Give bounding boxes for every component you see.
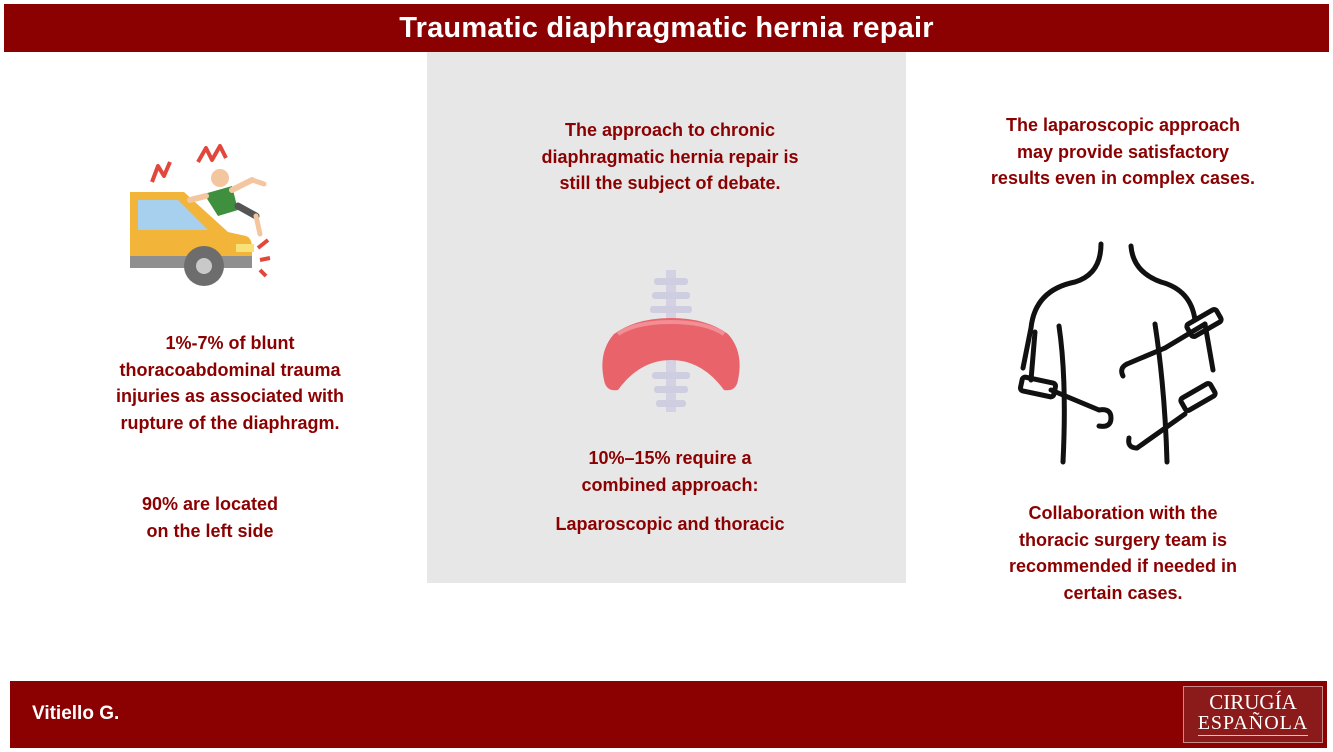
title-banner (4, 4, 1329, 52)
laparoscopic-text (978, 112, 1268, 192)
trauma-stat-line: 1%-7% of blunt (165, 333, 295, 353)
left-side-line: 90% are located (141, 494, 279, 514)
debate-line: still the subject of debate. (559, 173, 781, 193)
debate-line: diaphragmatic hernia repair is (541, 146, 799, 167)
collaboration-line: Collaboration with the (1028, 503, 1218, 523)
collaboration-line: thoracic surgery team is (1018, 529, 1228, 550)
left-side-text (110, 491, 310, 544)
author-name: Vitiello G. (32, 703, 120, 724)
logo-rule (1198, 735, 1308, 736)
trauma-stat-text (110, 330, 350, 436)
laparoscopic-line: may provide satisfactory (1016, 141, 1230, 162)
debate-text (520, 117, 820, 197)
diaphragm-icon (596, 268, 746, 414)
combined-approach-text (545, 445, 795, 498)
thoracic-surgery-icon (1015, 240, 1230, 470)
logo-line-2: ESPAÑOLA (1197, 712, 1309, 734)
collaboration-line: certain cases. (1063, 582, 1183, 603)
car-accident-icon (128, 144, 276, 288)
page-title: Traumatic diaphragmatic hernia repair (399, 11, 934, 44)
approach-type-text: Laparoscopic and thoracic (555, 514, 785, 534)
collaboration-text (978, 500, 1268, 606)
debate-line: The approach to chronic (564, 120, 776, 140)
left-side-line: on the left side (146, 520, 274, 541)
combined-line: combined approach: (581, 474, 759, 495)
journal-logo (1183, 686, 1323, 743)
trauma-stat-line: thoracoabdominal trauma (119, 359, 341, 380)
laparoscopic-line: The laparoscopic approach (1005, 115, 1241, 135)
collaboration-line: recommended if needed in (1008, 556, 1238, 576)
laparoscopic-line: results even in complex cases. (990, 168, 1256, 188)
logo-line-1: CIRUGÍA (1209, 690, 1297, 714)
trauma-stat-line: injuries as associated with (115, 386, 345, 406)
combined-line: 10%–15% require a (588, 448, 752, 468)
trauma-stat-line: rupture of the diaphragm. (120, 412, 340, 433)
footer-bar (10, 681, 1327, 748)
